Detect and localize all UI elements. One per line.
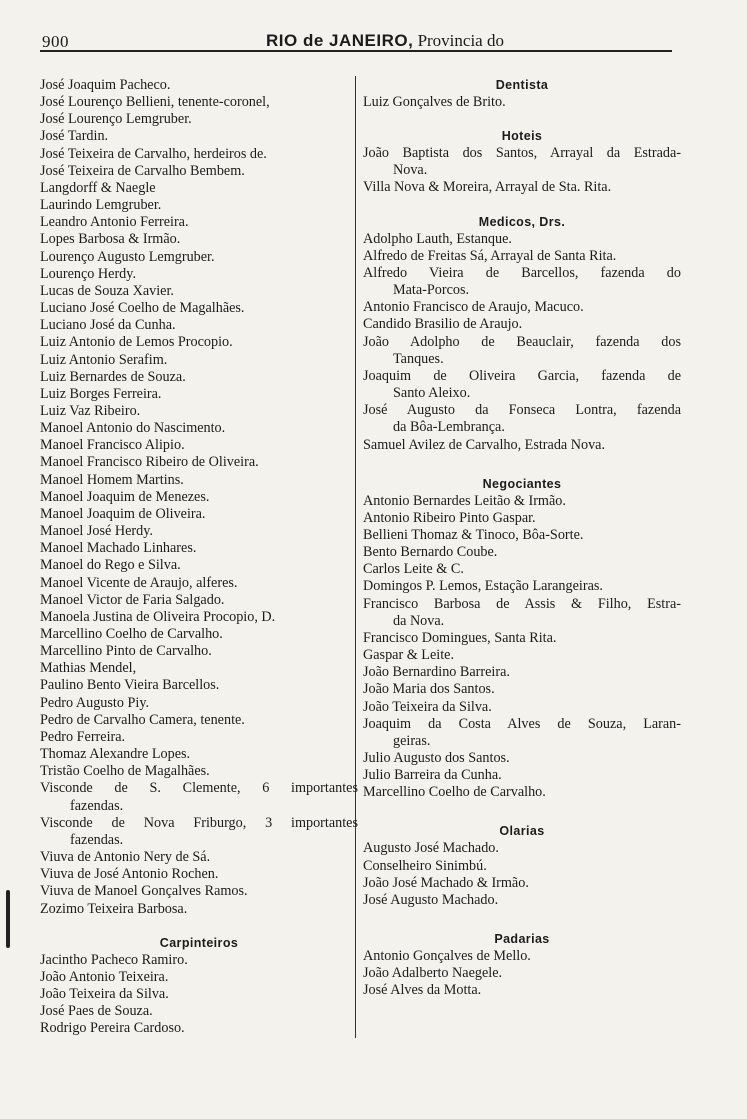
list-item: Julio Barreira da Cunha. [363,767,502,784]
section-title-hoteis: Hoteis [501,129,543,144]
list-item: Bento Bernardo Coube. [363,544,498,561]
list-item-continuation: Tanques. [393,350,444,367]
list-item: Langdorff & Naegle [40,179,156,196]
section-title-carpinteiros: Carpinteiros [159,935,239,950]
olarias-list [363,840,681,909]
spacer [363,909,681,931]
margin-ink-mark [6,890,10,948]
list-item-continuation: fazendas. [70,831,124,848]
header-rule [40,50,672,52]
list-item-line: João Baptista dos Santos, Arrayal da Estrada- [363,145,681,162]
dentista-list [363,94,681,111]
list-item-continuation: geiras. [393,732,431,749]
list-item: João Adalberto Naegele. [363,965,503,982]
list-item: José Paes de Souza. [40,1003,153,1020]
list-item: Antonio Gonçalves de Mello. [363,948,531,965]
list-item: Domingos P. Lemos, Estação Larangeiras. [363,578,603,595]
list-item: Jacintho Pacheco Ramiro. [40,951,188,968]
page-number: 900 [42,32,69,51]
list-item: Manoel Joaquim de Menezes. [40,488,210,505]
list-item: Zozimo Teixeira Barbosa. [40,900,188,917]
list-item-line: Visconde de Nova Friburgo, 3 importantes [40,814,358,831]
list-item: Manoel Homem Martins. [40,471,184,488]
list-item: Manoel Joaquim de Oliveira. [40,505,206,522]
list-item: Luiz Antonio de Lemos Procopio. [40,334,233,351]
list-item: Viuva de José Antonio Rochen. [40,866,219,883]
list-item: Antonio Ribeiro Pinto Gaspar. [363,509,536,526]
list-item: João Bernardino Barreira. [363,664,510,681]
list-item: Francisco Domingues, Santa Rita. [363,629,557,646]
list-item: José Lourenço Lemgruber. [40,111,192,128]
list-item: Manoel Francisco Ribeiro de Oliveira. [40,454,259,471]
list-item-line: Alfredo Vieira de Barcellos, fazenda do [363,264,681,281]
padarias-list [363,948,681,999]
list-item: Manoel Vicente de Araujo, alferes. [40,574,238,591]
spacer [363,111,681,128]
list-item: Thomaz Alexandre Lopes. [40,746,191,763]
left-names-list-3 [40,849,358,918]
list-item: Viuva de Antonio Nery de Sá. [40,849,211,866]
list-item: Viuva de Manoel Gonçalves Ramos. [40,883,248,900]
list-item: João José Machado & Irmão. [363,874,529,891]
list-item: Pedro Ferreira. [40,728,126,745]
list-item: Marcellino Pinto de Carvalho. [40,643,212,660]
list-item: Luiz Borges Ferreira. [40,385,162,402]
list-item [363,334,681,368]
list-item: João Teixeira da Silva. [40,985,169,1002]
list-item: Manoela Justina de Oliveira Procopio, D. [40,608,276,625]
list-item-continuation: Santo Aleixo. [393,385,471,402]
list-item: Marcellino Coelho de Carvalho. [40,626,223,642]
section-title-olarias: Olarias [499,824,545,839]
list-item: Leandro Antonio Ferreira. [40,214,189,231]
left-names-list [40,77,358,780]
list-item-line: Joaquim de Oliveira Garcia, fazenda de [363,367,681,384]
list-item: José Joaquim Pacheco. [40,77,171,93]
list-item-line: Visconde de S. Clemente, 6 importantes [40,780,358,797]
medicos-list [363,231,681,437]
spacer [363,801,681,823]
list-item: Lucas de Souza Xavier. [40,282,174,299]
list-item: Manoel Machado Linhares. [40,540,197,557]
list-item: Luciano José da Cunha. [40,317,176,334]
list-item: Augusto José Machado. [363,840,499,857]
list-item: Luciano José Coelho de Magalhães. [40,300,245,317]
section-title-padarias: Padarias [494,932,550,947]
list-item: Conselheiro Sinimbú. [363,857,487,874]
list-item: Pedro de Carvalho Camera, tenente. [40,711,245,728]
list-item: Antonio Bernardes Leitão & Irmão. [363,492,566,509]
list-item: José Alves da Motta. [363,982,482,999]
list-item: Lourenço Herdy. [40,265,136,282]
list-item: Rodrigo Pereira Cardoso. [40,1020,185,1037]
list-item: Manoel José Herdy. [40,523,153,540]
section-title-dentista: Dentista [495,78,549,92]
list-item-continuation: Mata-Porcos. [393,282,470,299]
section-title-medicos: Medicos, Drs. [478,214,566,229]
list-item: Luiz Vaz Ribeiro. [40,402,141,419]
running-title-bold: RIO de JANEIRO, [266,31,414,50]
left-names-list-2 [40,780,358,849]
list-item: Manoel Victor de Faria Salgado. [40,591,225,608]
list-item: João Antonio Teixeira. [40,968,169,985]
list-item-continuation: da Bôa-Lembrança. [393,419,505,436]
list-item-line: Joaquim da Costa Alves de Souza, Laran- [363,715,681,732]
list-item: Luiz Gonçalves de Brito. [363,94,506,110]
list-item [363,145,681,179]
list-item-continuation: da Nova. [393,612,445,629]
list-item: Villa Nova & Moreira, Arrayal de Sta. Rita. [363,179,612,196]
list-item: Alfredo de Freitas Sá, Arrayal de Santa Rita. [363,247,617,264]
list-item: Adolpho Lauth, Estanque. [363,230,512,247]
right-column [363,77,681,1000]
list-item: Julio Augusto dos Santos. [363,750,510,766]
list-item [363,265,681,299]
list-item: José Lourenço Bellieni, tenente-coronel, [40,94,270,111]
running-title-rest: Provincia do [417,31,504,50]
list-item: José Tardin. [40,128,109,145]
list-item-line: João Adolpho de Beauclair, fazenda dos [363,333,681,350]
list-item [363,716,681,750]
list-item: Carlos Leite & C. [363,561,464,578]
list-item: Marcellino Coelho de Carvalho. [363,784,546,801]
negociantes-list [363,493,681,802]
list-item: Gaspar & Leite. [363,647,454,664]
list-item-continuation: Nova. [393,162,428,179]
list-item: Mathias Mendel, [40,660,137,677]
list-item: Candido Brasilio de Araujo. [363,316,523,333]
list-item: Luiz Bernardes de Souza. [40,368,186,385]
list-item: José Teixeira de Carvalho, herdeiros de. [40,145,267,162]
list-item: Paulino Bento Vieira Barcellos. [40,677,220,694]
list-item: Lourenço Augusto Lemgruber. [40,248,215,265]
list-item: Manoel do Rego e Silva. [40,557,181,574]
spacer [40,918,358,935]
list-item: Manoel Francisco Alipio. [40,437,185,454]
list-item-line: José Augusto da Fonseca Lontra, fazenda [363,402,681,419]
list-item: Samuel Avilez de Carvalho, Estrada Nova. [363,436,606,453]
list-item: Pedro Augusto Piy. [40,694,150,711]
left-column [40,77,358,1037]
list-item: Antonio Francisco de Araujo, Macuco. [363,299,584,316]
list-item: Manoel Antonio do Nascimento. [40,420,226,437]
list-item: Lopes Barbosa & Irmão. [40,231,181,248]
list-item: Laurindo Lemgruber. [40,197,162,214]
running-title [266,31,504,51]
list-item: Luiz Antonio Serafim. [40,351,168,368]
spacer [363,454,681,476]
list-item [40,815,358,849]
list-item-line: Francisco Barbosa de Assis & Filho, Estra- [363,595,681,612]
list-item: José Augusto Machado. [363,891,499,908]
list-item: João Maria dos Santos. [363,681,495,698]
list-item: Bellieni Thomaz & Tinoco, Bôa-Sorte. [363,526,584,543]
list-item-continuation: fazendas. [70,797,124,814]
list-item: João Teixeira da Silva. [363,698,492,715]
spacer [363,197,681,214]
carpinteiros-list [40,952,358,1038]
list-item: José Teixeira de Carvalho Bembem. [40,162,245,179]
list-item [363,596,681,630]
section-title-negociantes: Negociantes [482,476,562,491]
list-item [363,402,681,436]
hoteis-list [363,145,681,179]
list-item [363,368,681,402]
list-item: Tristão Coelho de Magalhães. [40,763,210,780]
list-item [40,780,358,814]
